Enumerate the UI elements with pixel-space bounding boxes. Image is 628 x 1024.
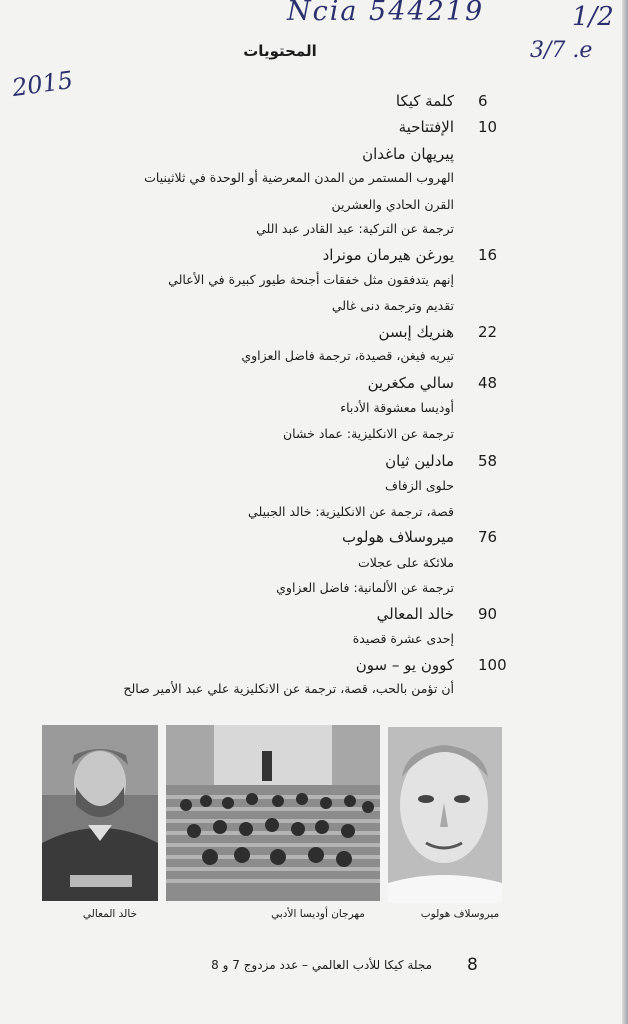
toc-page-number: 48 bbox=[478, 374, 498, 392]
photo-miroslav-holub bbox=[388, 727, 502, 903]
toc-page-number: 90 bbox=[478, 605, 498, 623]
handwritten-fraction: 1/2 bbox=[572, 2, 614, 32]
handwritten-year: 2015 bbox=[10, 65, 75, 103]
toc-entry-subtitle: أوديسا معشوقة الأدباء bbox=[340, 400, 454, 415]
toc-entry-subtitle: ترجمة عن التركية: عبد القادر عبد اللي bbox=[256, 221, 454, 236]
toc-entry-subtitle: قصة، ترجمة عن الانكليزية: خالد الجبيلي bbox=[248, 504, 454, 519]
toc-entry-title: هنريك إبسن bbox=[378, 323, 454, 341]
handwritten-code: 3/7 .e bbox=[530, 38, 593, 63]
toc-entry-title: كوون يو – سون bbox=[355, 656, 454, 674]
toc-entry-subtitle: ترجمة عن الانكليزية: عماد خشان bbox=[282, 426, 454, 441]
toc-page-number: 10 bbox=[478, 118, 498, 136]
toc-page-number: 76 bbox=[478, 528, 498, 546]
photo-odessa-festival bbox=[166, 725, 380, 901]
photo-khaled-almaaly bbox=[42, 725, 158, 901]
footer-magazine-issue: مجلة كيكا للأدب العالمي – عدد مزدوج 7 و 8 bbox=[211, 958, 432, 972]
page-title: المحتويات bbox=[243, 42, 317, 60]
toc-entry-subtitle: إنهم يتدفقون مثل خفقات أجنحة طيور كبيرة في الأعالي bbox=[168, 272, 454, 287]
toc-entry-subtitle: ترجمة عن الألمانية: فاضل العزاوي bbox=[276, 580, 454, 595]
toc-entry-subtitle: تقديم وترجمة دنى غالي bbox=[331, 298, 454, 313]
toc-entry-title: ميروسلاف هولوب bbox=[341, 528, 454, 546]
toc-page-number: 100 bbox=[478, 656, 507, 674]
toc-entry-title: كلمة كيكا bbox=[395, 92, 454, 110]
toc-entry-title: مادلين ثيان bbox=[385, 452, 454, 470]
toc-entry-subtitle: إحدى عشرة قصيدة bbox=[352, 631, 454, 646]
toc-entry-title: الإفتتاحية bbox=[398, 118, 454, 136]
footer-page-number: 8 bbox=[467, 955, 478, 975]
toc-entry-title: يورغن هيرمان مونراد bbox=[322, 246, 454, 264]
caption-khaled-almaaly: خالد المعالي bbox=[82, 908, 138, 920]
caption-miroslav-holub: ميروسلاف هولوب bbox=[420, 908, 500, 920]
toc-page-number: 22 bbox=[478, 323, 498, 341]
toc-entry-subtitle: تيريه فيغن، قصيدة، ترجمة فاضل العزاوي bbox=[241, 348, 454, 363]
toc-entry-title: پيريهان ماغدان bbox=[362, 145, 454, 163]
toc-entry-subtitle: القرن الحادي والعشرين bbox=[331, 197, 454, 212]
toc-page-number: 16 bbox=[478, 246, 498, 264]
toc-page-number: 58 bbox=[478, 452, 498, 470]
toc-entry-title: خالد المعالي bbox=[376, 605, 454, 623]
caption-odessa-festival: مهرجان أوديسا الأدبي bbox=[271, 908, 365, 920]
handwritten-reference: Ncia 544219 bbox=[287, 0, 485, 27]
toc-entry-title: سالي مكغرين bbox=[367, 374, 454, 392]
toc-entry-subtitle: ملائكة على عجلات bbox=[358, 555, 454, 570]
toc-page-number: 6 bbox=[478, 92, 488, 110]
toc-entry-subtitle: أن تؤمن بالحب، قصة، ترجمة عن الانكليزية علي عبد الأمير صالح bbox=[123, 681, 454, 696]
toc-entry-subtitle: الهروب المستمر من المدن المعرضية أو الوحدة في ثلاثينيات bbox=[144, 170, 454, 185]
toc-entry-subtitle: حلوى الزفاف bbox=[384, 478, 454, 493]
